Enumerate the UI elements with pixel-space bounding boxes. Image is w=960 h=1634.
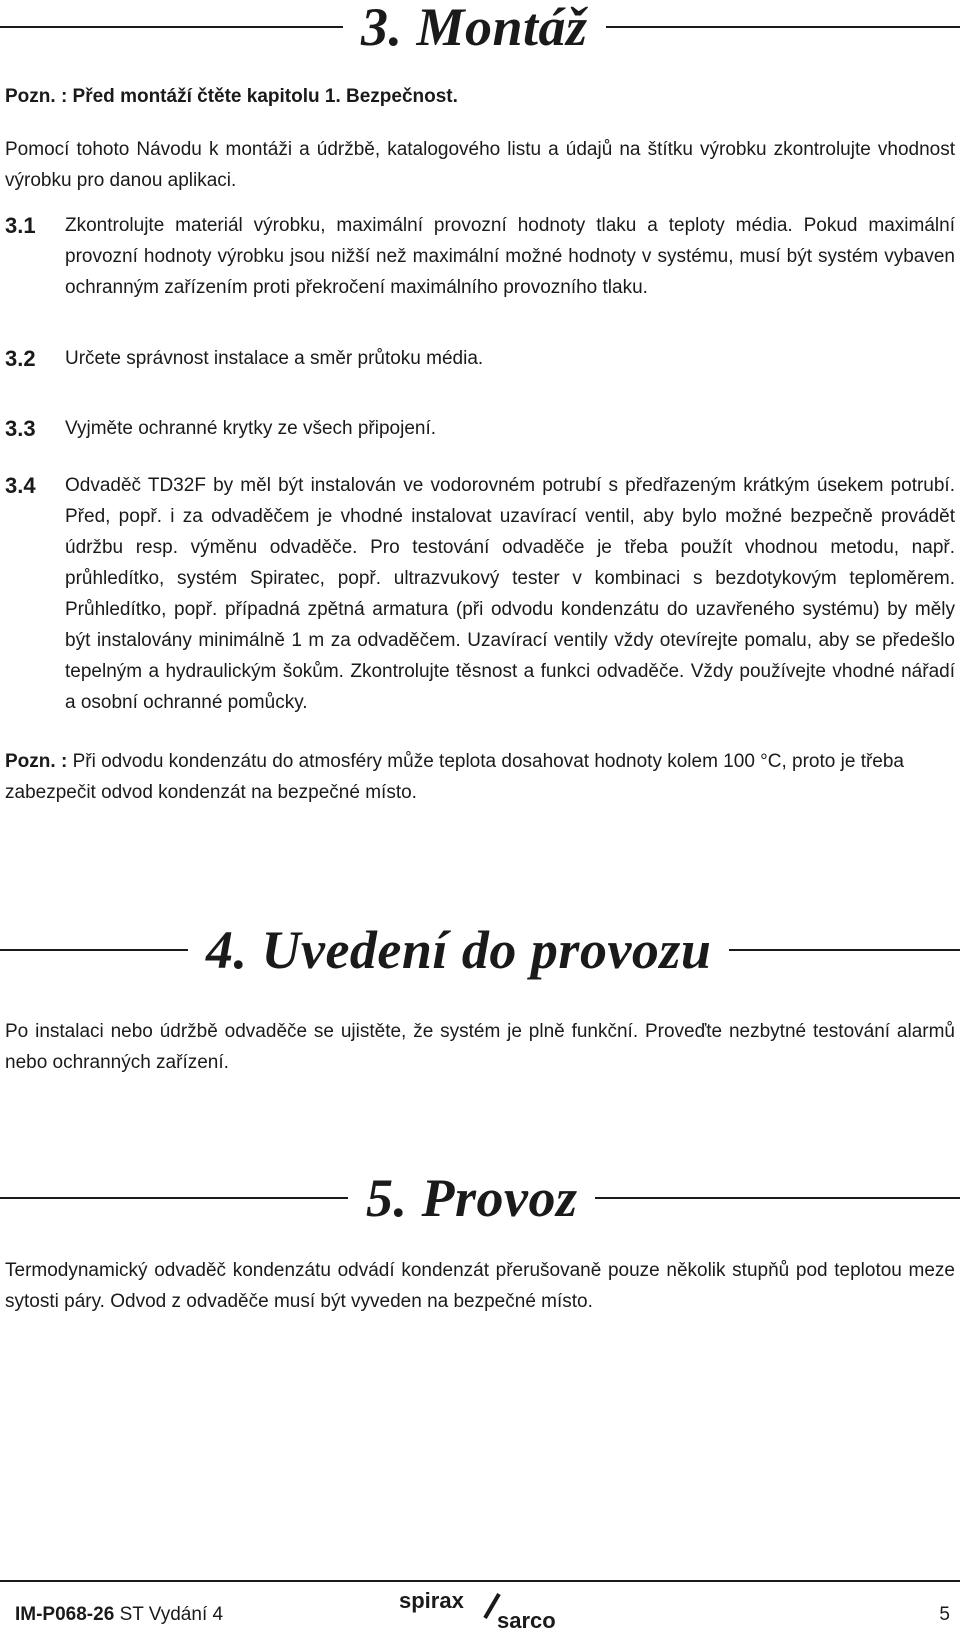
heading-rule-left [0, 26, 343, 28]
step-3-2 [5, 343, 955, 374]
section-4-heading [0, 915, 960, 985]
intro-paragraph: Pomocí tohoto Návodu k montáži a údržbě, katalogového listu a údajů na štítku výrobku zkontrolujte vhodnost výrobku pro danou aplikaci. [5, 139, 955, 191]
step-text: Zkontrolujte materiál výrobku, maximální provozní hodnoty tlaku a teploty média. Pokud maximální provozní hodnoty výrobku jsou nižší než maximální možné hodnoty v systému, musí být systém vybaven ochranným zařízením proti překročení maximálního provozního tlaku. [65, 215, 955, 298]
spirax-sarco-logo [397, 1588, 577, 1632]
document-edition: ST Vydání 4 [119, 1604, 224, 1625]
section-4-title: 4. Uvedení do provozu [206, 920, 712, 980]
page-footer [5, 1588, 955, 1632]
heading-rule-right [729, 949, 960, 951]
section-5-heading [0, 1163, 960, 1233]
step-3-1 [5, 210, 955, 303]
logo-text-top: spirax [399, 1588, 464, 1613]
step-number: 3.1 [5, 213, 36, 238]
commissioning-paragraph: Po instalaci nebo údržbě odvaděče se ujistěte, že systém je plně funkční. Proveďte nezbytné testování alarmů nebo ochranných zařízení. [5, 1021, 955, 1073]
heading-rule-right [595, 1197, 960, 1199]
logo-text-bottom: sarco [497, 1608, 556, 1632]
section-3-title: 3. Montáž [361, 0, 588, 57]
safety-note: Pozn. : Před montáží čtěte kapitolu 1. Bezpečnost. [5, 86, 458, 107]
document-code: IM-P068-26 [15, 1604, 115, 1625]
step-number: 3.3 [5, 416, 36, 441]
step-number: 3.2 [5, 346, 36, 371]
note-text: Při odvodu kondenzátu do atmosféry může teplota dosahovat hodnoty kolem 100 °C, proto je třeba zabezpečit odvod kondenzát na bezpečné místo. [5, 751, 904, 803]
heading-rule-right [606, 26, 960, 28]
step-text: Určete správnost instalace a směr průtoku média. [65, 348, 484, 369]
atmosphere-note [5, 746, 955, 808]
heading-rule-left [0, 949, 188, 951]
note-label: Pozn. : [5, 751, 68, 772]
operation-paragraph: Termodynamický odvaděč kondenzátu odvádí kondenzát přerušovaně pouze několik stupňů pod teplotou meze sytosti páry. Odvod z odvaděče musí být vyveden na bezpečné místo. [5, 1260, 955, 1312]
section-5-title: 5. Provoz [366, 1168, 578, 1228]
footer-rule [0, 1580, 960, 1582]
step-text: Vyjměte ochranné krytky ze všech připojení. [65, 418, 437, 439]
page-number: 5 [939, 1604, 950, 1625]
document-reference [15, 1604, 223, 1626]
heading-rule-left [0, 1197, 348, 1199]
section-3-heading [0, 0, 960, 56]
step-number: 3.4 [5, 473, 36, 498]
step-3-4 [5, 470, 955, 718]
step-text: Odvaděč TD32F by měl být instalován ve vodorovném potrubí s předřazeným krátkým úsekem potrubí. Před, popř. i za odvaděčem je vhodné instalovat uzavírací ventil, aby bylo možné bezpečně provádět údržbu resp. výměnu odvaděče. Pro testování odvaděče je třeba použít vhodnou metodu, např. průhledítko, systém Spiratec, popř. ultrazvukový tester v kombinaci s bezdotykovým teploměrem. Průhledítko, popř. případná zpětná armatura (při odvodu kondenzátu do uzavřeného systému) by měly být instalovány minimálně 1 m za odvaděčem. Uzavírací ventily vždy otevírejte pomalu, aby se předešlo tepelným a hydraulickým šokům. Zkontrolujte těsnost a funkci odvaděče. Vždy používejte vhodné nářadí a osobní ochranné pomůcky. [65, 475, 955, 713]
step-3-3 [5, 413, 955, 444]
